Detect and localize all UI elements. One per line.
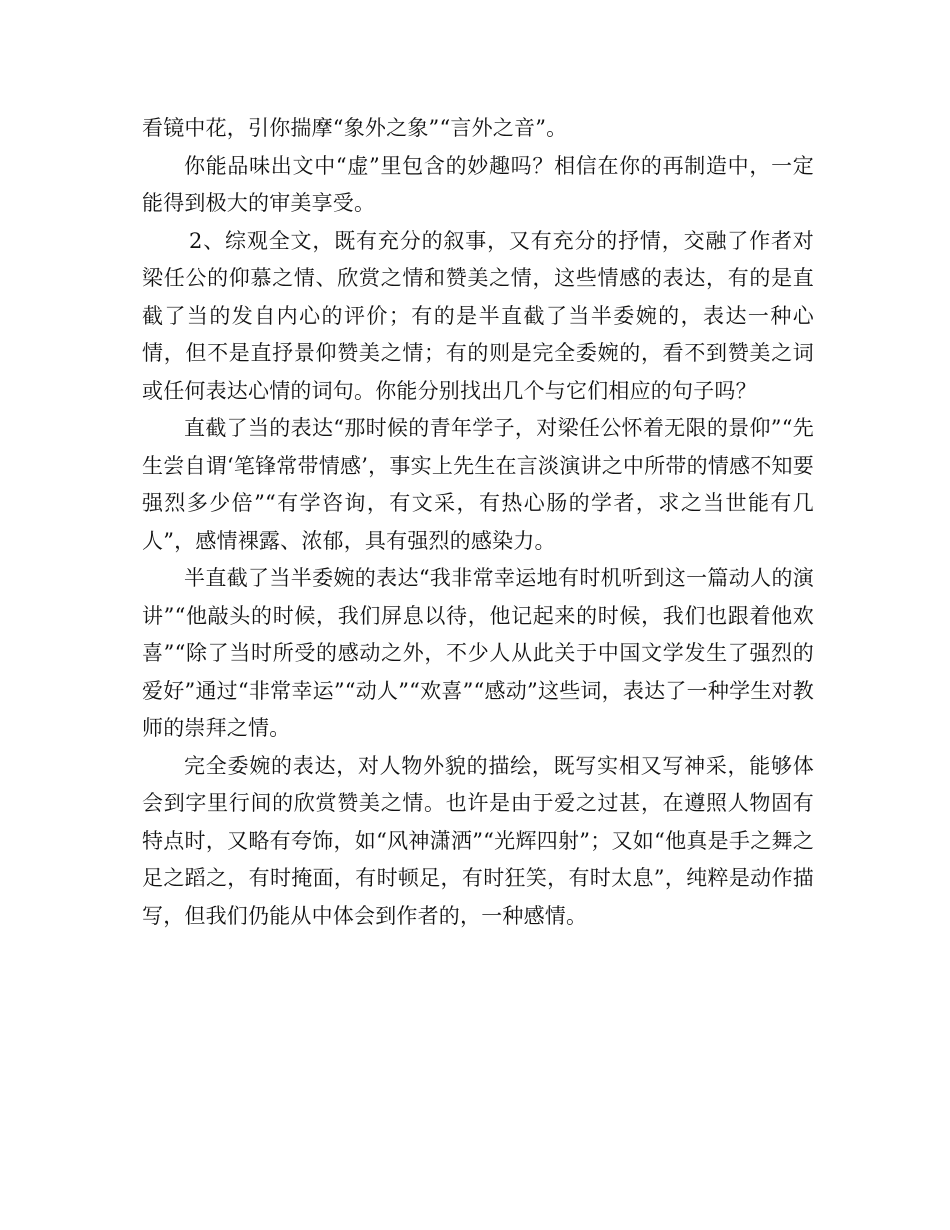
document-body xyxy=(142,110,814,935)
paragraph-direct-expression: 直截了当的表达“那时候的青年学子，对梁任公怀着无限的景仰”“先生尝自谓‘笔锋常带情感’，事实上先生在言淡演讲之中所带的情感不知要强烈多少倍”“有学咨询，有文采，有热心肠的学者，求之当世能有几人”，感情裸露、浓郁，具有强烈的感染力。 xyxy=(142,416,814,553)
paragraph-continuation: 看镜中花，引你揣摩“象外之象”“言外之音”。 xyxy=(142,116,568,140)
paragraph-semi-direct-expression: 半直截了当半委婉的表达“我非常幸运地有时机听到这一篇动人的演讲”“他敲头的时候，我们屏息以待，他记起来的时候，我们也跟着他欢喜”“除了当时所受的感动之外，不少人从此关于中国文学发生了强烈的爱好”通过“非常幸运”“动人”“欢喜”“感动”这些词，表达了一种学生对教师的崇拜之情。 xyxy=(142,566,814,740)
paragraph-question-xu: 你能品味出文中“虚”里包含的妙趣吗？相信在你的再制造中，一定能得到极大的审美享受。 xyxy=(142,153,814,215)
paragraph-indirect-expression: 完全委婉的表达，对人物外貌的描绘，既写实相又写神采，能够体会到字里行间的欣赏赞美之情。也许是由于爱之过甚，在遵照人物固有特点时，又略有夸饰，如“风神潇洒”“光辉四射”；又如“他真是手之舞之足之蹈之，有时掩面，有时顿足，有时狂笑，有时太息”，纯粹是动作描写，但我们仍能从中体会到作者的，一种感情。 xyxy=(142,753,814,928)
paragraph-question-2: 2、综观全文，既有充分的叙事，又有充分的抒情，交融了作者对梁任公的仰慕之情、欣赏之情和赞美之情，这些情感的表达，有的是直截了当的发自内心的评价；有的是半直截了当半委婉的，表达一种心情，但不是直抒景仰赞美之情；有的则是完全委婉的，看不到赞美之词或任何表达心情的词句。你能分别找出几个与它们相应的句子吗？ xyxy=(142,228,814,403)
